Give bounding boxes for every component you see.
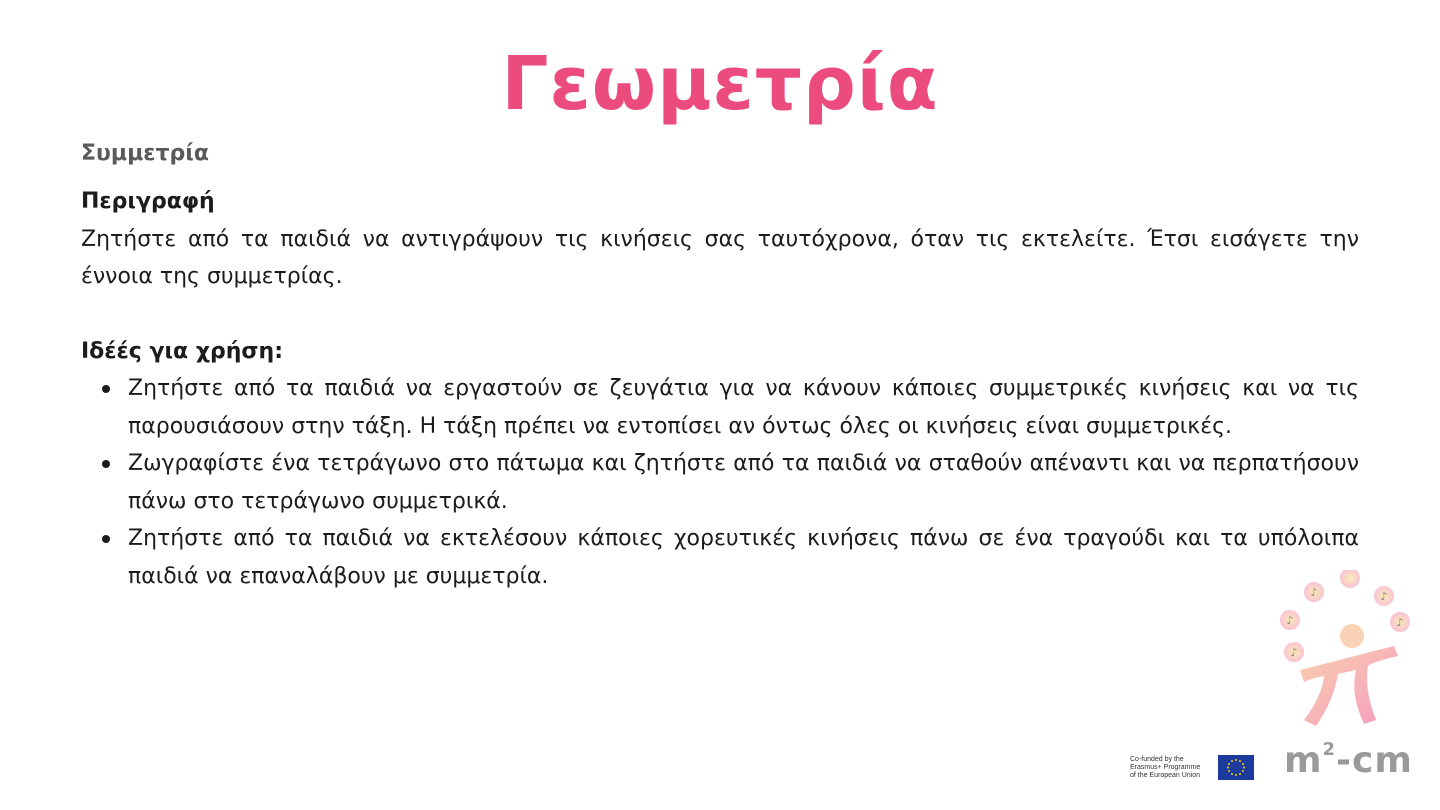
description-text: Ζητήστε από τα παιδιά να αντιγράψουν τις κινήσεις σας ταυτόχρονα, όταν τις εκτελείτε. Έτσι εισάγετε την έννοια της συμμετρίας. [81, 226, 1359, 289]
eu-text-line: Erasmus+ Programme [1130, 763, 1201, 771]
svg-text:♪: ♪ [1310, 586, 1318, 599]
svg-text:♪: ♪ [1380, 590, 1388, 603]
main-content [81, 183, 1359, 595]
eu-cofunded-badge [1130, 755, 1254, 780]
list-item: Ζωγραφίστε ένα τετράγωνο στο πάτωμα και ζητήστε από τα παιδιά να σταθούν απέναντι και να περπατήσουν πάνω στο τετράγωνο συμμετρικά. [128, 445, 1359, 520]
m2cm-logo [1284, 740, 1413, 781]
pi-music-logo-icon [1272, 570, 1422, 740]
logo-text: m [1284, 740, 1323, 781]
spacer [81, 296, 1359, 333]
list-item: Ζητήστε από τα παιδιά να εκτελέσουν κάποιες χορευτικές κινήσεις πάνω σε ένα τραγούδι και τα υπόλοιπα παιδιά να επαναλάβουν με συμμετρία. [128, 520, 1359, 595]
svg-text:♪: ♪ [1286, 614, 1294, 627]
eu-text-line: of the European Union [1130, 771, 1201, 779]
description-heading: Περιγραφή [81, 189, 215, 214]
ideas-heading: Ιδέές για χρήση: [81, 338, 284, 364]
eu-flag-icon [1218, 755, 1254, 780]
page-title: Γεωμετρία [501, 41, 939, 127]
svg-text:♪: ♪ [1290, 646, 1298, 659]
ideas-list [81, 370, 1359, 595]
logo-text-tail: -cm [1336, 740, 1413, 781]
eu-text-line: Co-funded by the [1130, 755, 1184, 763]
eu-cofunded-text [1130, 756, 1212, 780]
list-item: Ζητήστε από τα παιδιά να εργαστούν σε ζευγάτια για να κάνουν κάποιες συμμετρικές κινήσεις και να τις παρουσιάσουν στην τάξη. Η τάξη πρέπει να εντοπίσει αν όντως όλες οι κινήσεις είναι συμμετρικές. [128, 370, 1359, 445]
svg-text:♪: ♪ [1396, 616, 1404, 629]
logo-superscript: 2 [1322, 739, 1337, 760]
page-subtitle: Συμμετρία [81, 141, 209, 166]
